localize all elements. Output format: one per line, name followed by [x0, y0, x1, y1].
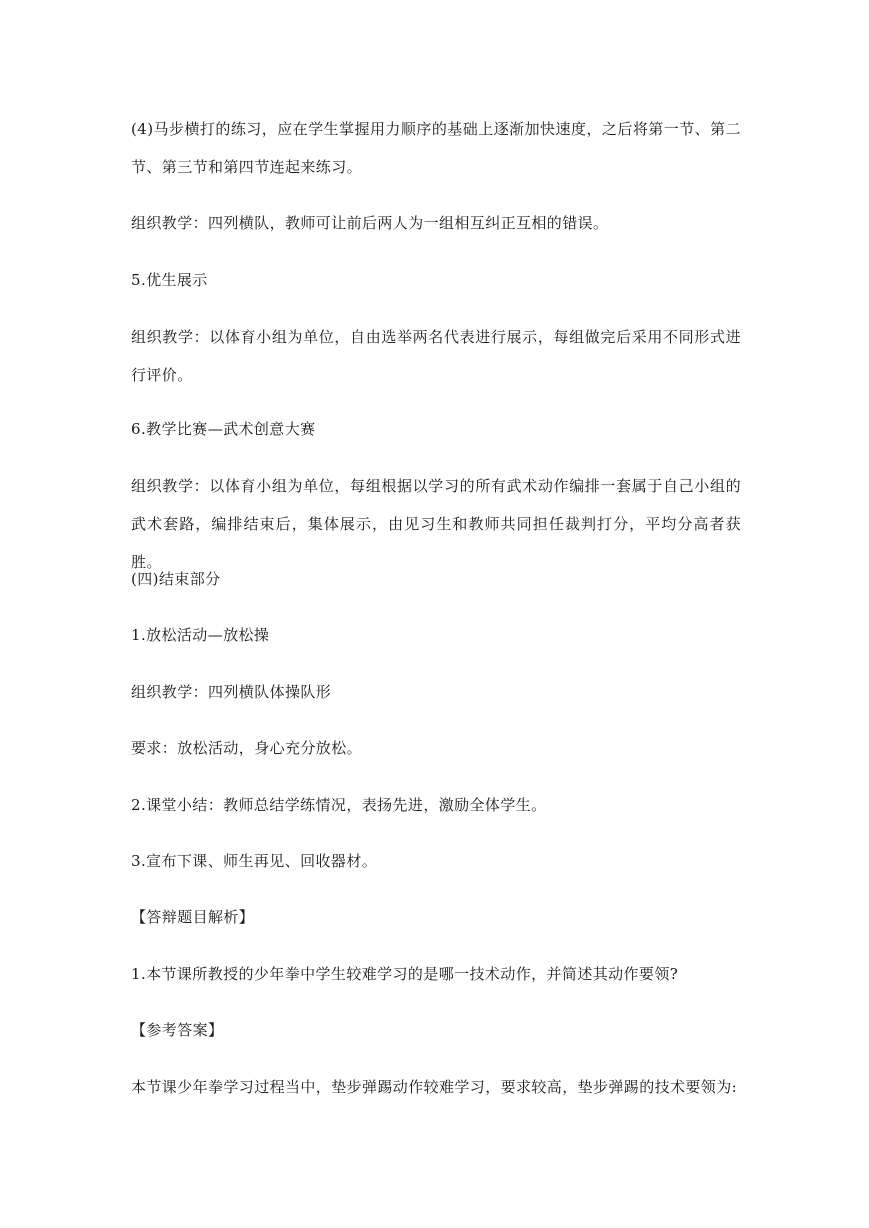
paragraph-dismissal: 3.宣布下课、师生再见、回收器材。: [131, 852, 378, 870]
paragraph-practice-mabu: (4)马步横打的练习，应在学生掌握用力顺序的基础上逐渐加快速度，之后将第一节、第二节、第三节和第四节连起来练习。: [131, 120, 741, 176]
heading-teaching-competition: 6.教学比赛—武术创意大赛: [131, 420, 316, 438]
question-1: 1.本节课所教授的少年拳中学生较难学习的是哪一技术动作，并简述其动作要领?: [131, 965, 679, 983]
paragraph-class-summary: 2.课堂小结：教师总结学练情况，表扬先进，激励全体学生。: [131, 796, 547, 814]
heading-closing-part: (四)结束部分: [131, 570, 221, 588]
heading-relaxation: 1.放松活动—放松操: [131, 626, 270, 644]
heading-defense-analysis: 【答辩题目解析】: [131, 908, 255, 926]
heading-reference-answer: 【参考答案】: [131, 1021, 224, 1039]
heading-excellent-demo: 5.优生展示: [131, 271, 208, 289]
paragraph-requirement: 要求：放松活动，身心充分放松。: [131, 739, 363, 757]
paragraph-organization-1: 组织教学：四列横队，教师可让前后两人为一组相互纠正互相的错误。: [131, 214, 609, 232]
paragraph-answer: 本节课少年拳学习过程当中，垫步弹踢动作较难学习，要求较高，垫步弹踢的技术要领为:: [131, 1078, 738, 1096]
paragraph-organization-3: 组织教学：以体育小组为单位，每组根据以学习的所有武术动作编排一套属于自己小组的武术套路，编排结束后，集体展示，由见习生和教师共同担任裁判打分，平均分高者获胜。: [131, 477, 741, 571]
paragraph-organization-2: 组织教学：以体育小组为单位，自由选举两名代表进行展示，每组做完后采用不同形式进行评价。: [131, 328, 741, 384]
paragraph-organization-4: 组织教学：四列横队体操队形: [131, 683, 332, 701]
